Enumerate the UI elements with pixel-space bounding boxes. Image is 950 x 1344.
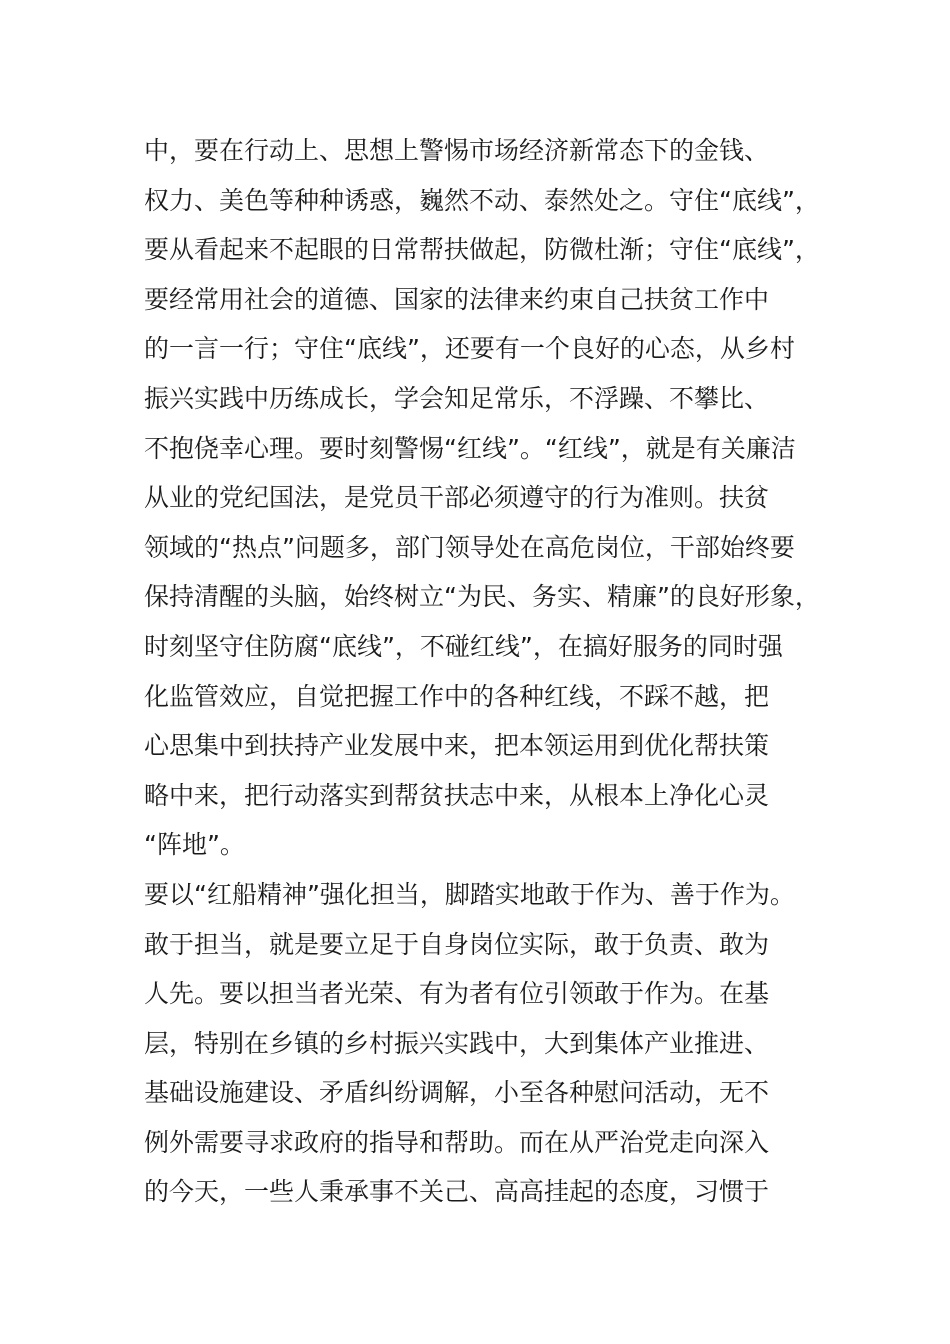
text-line: 层，特别在乡镇的乡村振兴实践中，大到集体产业推进、 [144,1028,770,1058]
text-line: 敢于担当，就是要立足于自身岗位实际，敢于负责、敢为 [144,929,770,959]
text-line: 基础设施建设、矛盾纠纷调解，小至各种慰问活动，无不 [144,1078,770,1108]
text-line: 时刻坚守住防腐“底线”，不碰红线”，在搞好服务的同时强 [144,631,783,661]
body-text [144,126,844,1217]
text-line: 保持清醒的头脑，始终树立“为民、务实、精廉”的良好形象， [144,582,820,612]
text-line: 人先。要以担当者光荣、有为者有位引领敢于作为。在基 [144,979,770,1009]
text-line: 振兴实践中历练成长，学会知足常乐，不浮躁、不攀比、 [144,383,770,413]
text-line: 不抱侥幸心理。要时刻警惕“红线”。“红线”，就是有关廉洁 [144,433,796,463]
text-line: 化监管效应，自觉把握工作中的各种红线，不踩不越，把 [144,681,770,711]
text-line: 从业的党纪国法，是党员干部必须遵守的行为准则。扶贫 [144,483,770,513]
text-line: 要从看起来不起眼的日常帮扶做起，防微杜渐；守住“底线”， [144,235,820,265]
text-line: “阵地”。 [144,830,245,860]
text-line: 权力、美色等种种诱惑，巍然不动、泰然处之。守住“底线”， [144,185,820,215]
text-line: 要以“红船精神”强化担当，脚踏实地敢于作为、善于作为。 [144,879,795,909]
text-line: 中，要在行动上、思想上警惕市场经济新常态下的金钱、 [144,136,770,165]
text-line: 略中来，把行动落实到帮贫扶志中来，从根本上净化心灵 [144,780,770,810]
text-line: 要经常用社会的道德、国家的法律来约束自己扶贫工作中 [144,284,770,314]
text-line: 的今天，一些人秉承事不关己、高高挂起的态度，习惯于 [144,1177,770,1207]
text-line: 的一言一行；守住“底线”，还要有一个良好的心态，从乡村 [144,334,795,364]
text-line: 心思集中到扶持产业发展中来，把本领运用到优化帮扶策 [144,731,770,761]
text-line: 例外需要寻求政府的指导和帮助。而在从严治党走向深入 [144,1127,770,1157]
text-line: 领域的“热点”问题多，部门领导处在高危岗位，干部始终要 [144,532,795,562]
